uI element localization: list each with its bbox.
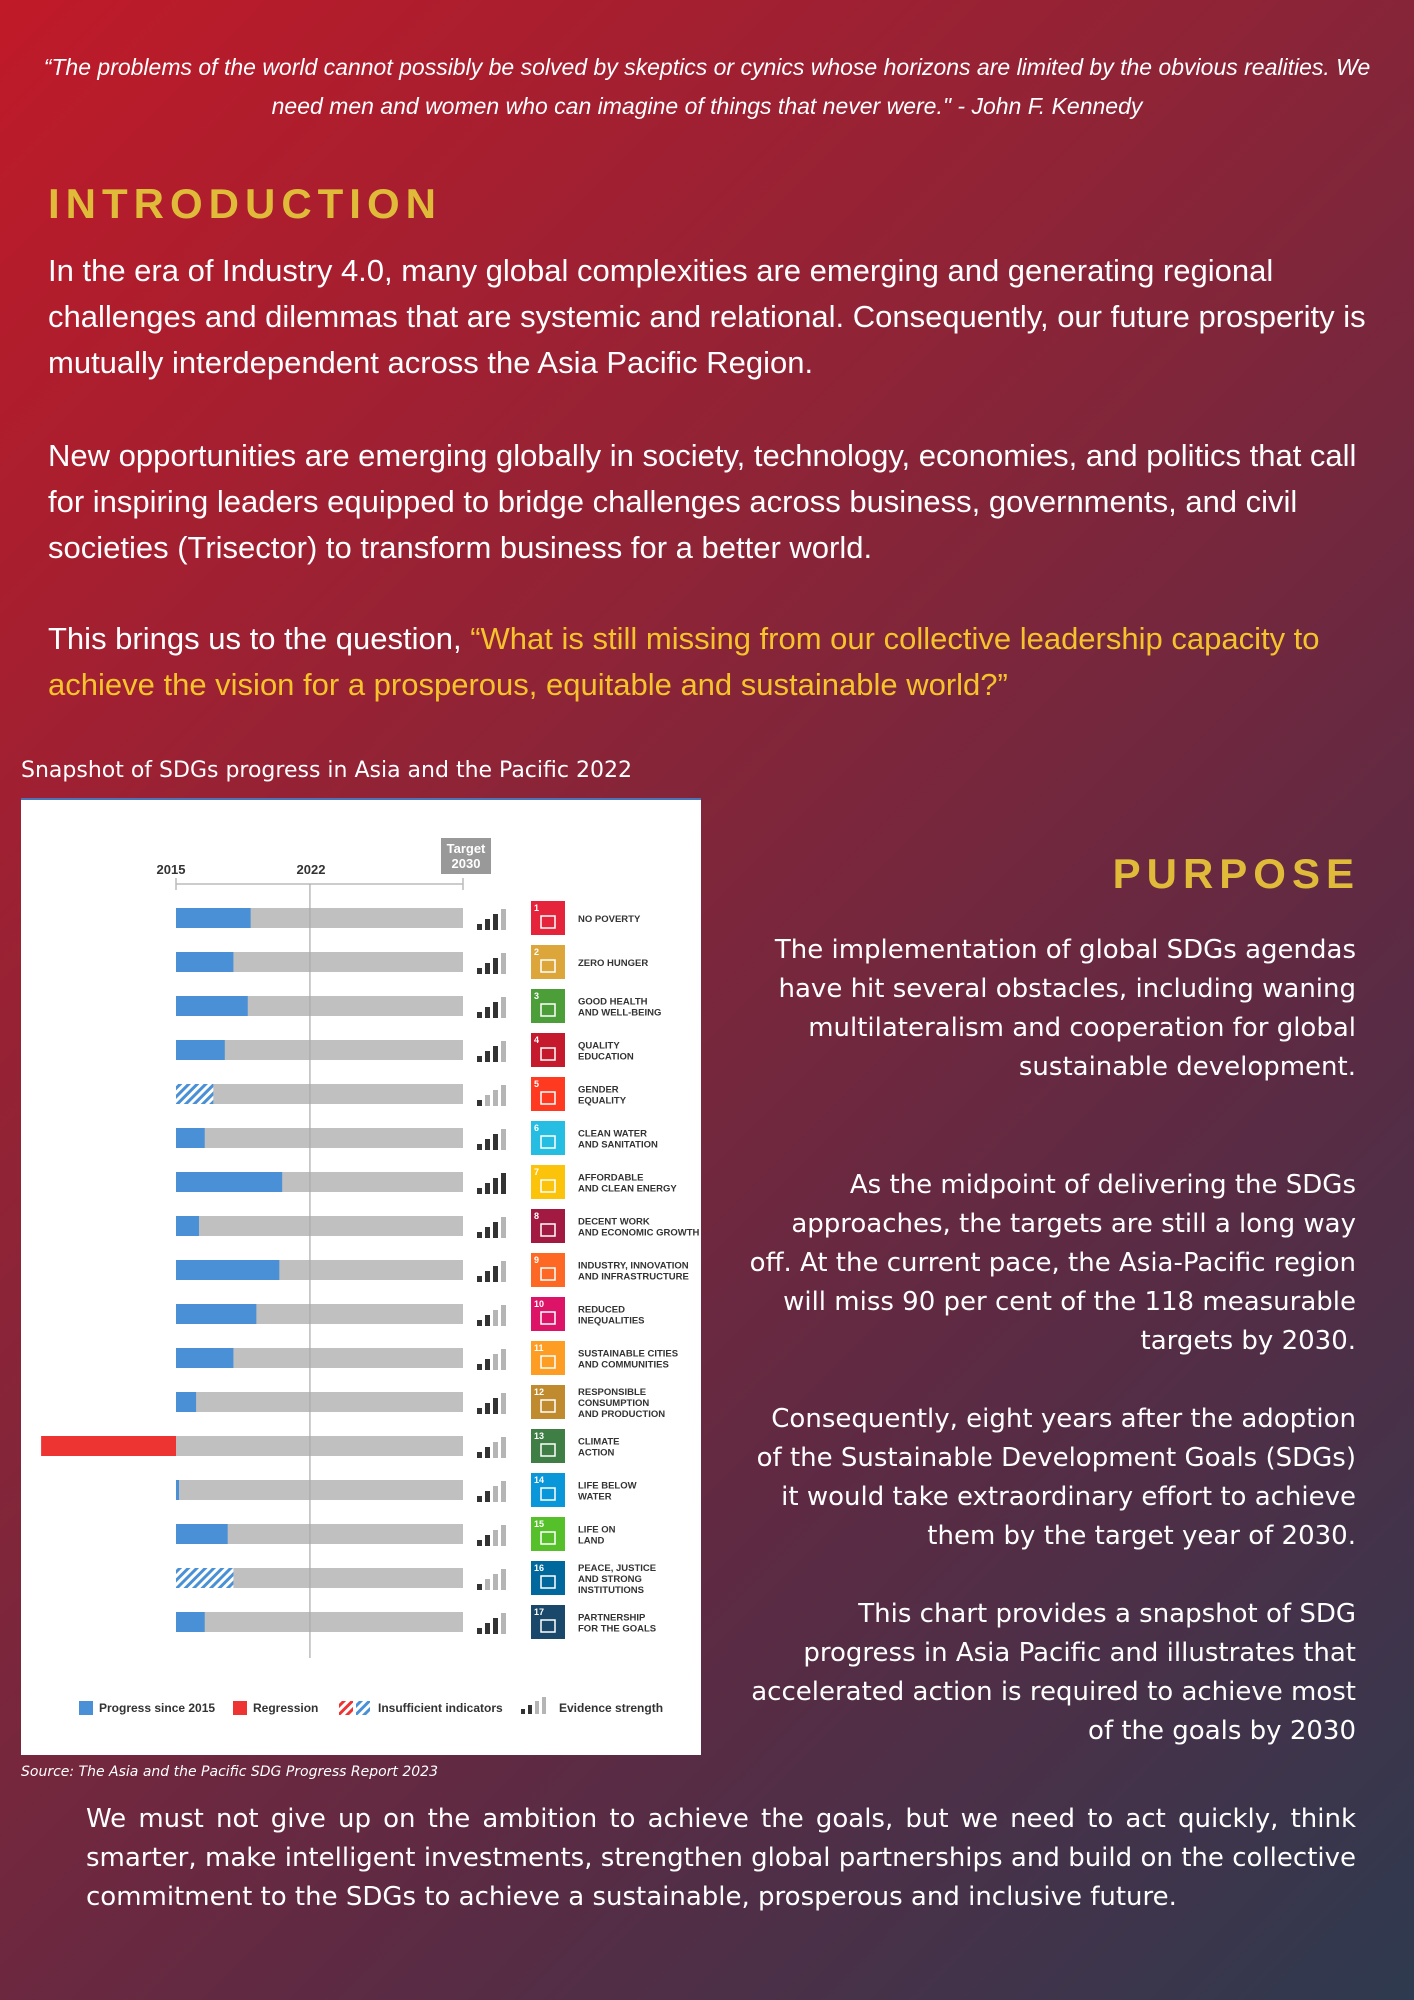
goal-label: AND COMMUNITIES	[578, 1359, 669, 1371]
legend-insufficient-red-swatch	[339, 1701, 353, 1715]
sdg-goal-number: 13	[534, 1431, 545, 1441]
sdg-progress-chart	[21, 798, 701, 1755]
evidence-bar	[501, 1481, 506, 1502]
goal-label: WATER	[578, 1491, 612, 1503]
evidence-bar	[485, 1403, 490, 1414]
goal-label: ZERO HUNGER	[578, 958, 649, 969]
intro-question-lead: This brings us to the question,	[48, 621, 471, 656]
legend-regression-swatch	[233, 1701, 247, 1715]
goal-bar-progress	[176, 1348, 233, 1368]
goal-label: NO POVERTY	[578, 914, 641, 925]
evidence-bar	[477, 924, 482, 930]
legend-evidence-bar	[542, 1697, 546, 1714]
legend-evidence-bar	[535, 1701, 539, 1714]
evidence-bar	[485, 1447, 490, 1458]
evidence-bar	[501, 1525, 506, 1546]
evidence-bar	[485, 1007, 490, 1018]
evidence-bar	[501, 1569, 506, 1590]
goal-label: GOOD HEALTH	[578, 996, 648, 1008]
chart-caption: Snapshot of SDGs progress in Asia and the Pacific 2022	[21, 758, 632, 783]
evidence-bar	[493, 1222, 498, 1238]
purpose-paragraph-4: This chart provides a snapshot of SDG progress in Asia Pacific and illustrates that accelerated action is required to achieve most of the goals by 2030	[751, 1599, 1356, 1746]
goal-bar-progress	[176, 1304, 256, 1324]
goal-label: INDUSTRY, INNOVATION	[578, 1260, 689, 1272]
evidence-bar	[493, 1486, 498, 1502]
goal-label: LIFE BELOW	[578, 1480, 637, 1492]
goal-label: ACTION	[578, 1447, 615, 1459]
closing-paragraph: We must not give up on the ambition to achieve the goals, but we need to act quickly, think smarter, make intelligent investments, strengthen global partnerships and build on the collective commitment to the SDGs to achieve a sustainable, prosperous and inclusive future.	[86, 1804, 1356, 1912]
evidence-bar	[493, 1442, 498, 1458]
goal-label: QUALITY	[578, 1040, 620, 1052]
evidence-bar	[493, 1002, 498, 1018]
evidence-bar	[485, 1315, 490, 1326]
evidence-bar	[485, 1183, 490, 1194]
sdg-goal-number: 9	[534, 1255, 540, 1265]
evidence-bar	[485, 1359, 490, 1370]
intro-paragraph-3	[48, 616, 1368, 708]
evidence-bar	[485, 1227, 490, 1238]
evidence-bar	[477, 1188, 482, 1194]
goal-label: AND STRONG	[578, 1574, 642, 1585]
goal-label: AND SANITATION	[578, 1139, 658, 1151]
goal-label: PEACE, JUSTICE	[578, 1563, 657, 1574]
introduction-heading: INTRODUCTION	[48, 180, 442, 227]
goal-label: AND CLEAN ENERGY	[578, 1183, 677, 1195]
axis-label-2022: 2022	[296, 862, 326, 877]
sdg-goal-number: 8	[534, 1211, 540, 1221]
purpose-paragraph-2: As the midpoint of delivering the SDGs approaches, the targets are still a long way off. At the current pace, the Asia-Pacific region will miss 90 per cent of the 118 measurable targets by 2030.	[749, 1170, 1356, 1356]
goal-bar-progress	[176, 1524, 228, 1544]
sdg-goal-number: 4	[534, 1035, 540, 1045]
goal-label: INSTITUTIONS	[578, 1585, 644, 1596]
evidence-bar	[501, 1129, 506, 1150]
evidence-bar	[501, 1041, 506, 1062]
sdg-goal-number: 12	[534, 1387, 545, 1397]
goal-bar-progress	[176, 1216, 199, 1236]
evidence-bar	[493, 914, 498, 930]
goal-bar-progress	[176, 1040, 225, 1060]
goal-label: DECENT WORK	[578, 1216, 650, 1228]
evidence-bar	[477, 1408, 482, 1414]
intro-question-highlight: “What is still missing from our collective leadership capacity to achieve the vision for a prosperous, equitable and sustainable world?”	[48, 621, 1320, 702]
goal-bar-remaining	[176, 1084, 463, 1104]
legend-evidence-bar	[528, 1705, 532, 1714]
evidence-bar	[477, 1012, 482, 1018]
goal-label: INEQUALITIES	[578, 1315, 645, 1327]
evidence-bar	[493, 1046, 498, 1062]
evidence-bar	[477, 1584, 482, 1590]
evidence-bar	[477, 1452, 482, 1458]
evidence-bar	[485, 1271, 490, 1282]
evidence-bar	[477, 1540, 482, 1546]
goal-label: AND PRODUCTION	[578, 1409, 666, 1420]
goal-label: SUSTAINABLE CITIES	[578, 1348, 679, 1360]
sdg-goal-number: 5	[534, 1079, 540, 1089]
evidence-bar	[485, 1579, 490, 1590]
goal-label: AND INFRASTRUCTURE	[578, 1271, 689, 1283]
goal-label: LIFE ON	[578, 1524, 616, 1536]
evidence-bar	[485, 1139, 490, 1150]
sdg-goal-number: 2	[534, 947, 540, 957]
evidence-bar	[501, 1085, 506, 1106]
goal-label: PARTNERSHIP	[578, 1612, 646, 1624]
goal-bar-remaining	[176, 1480, 463, 1500]
evidence-bar	[493, 1090, 498, 1106]
goal-bar-progress	[176, 1172, 282, 1192]
evidence-bar	[501, 1217, 506, 1238]
goal-bar-remaining	[176, 1392, 463, 1412]
goal-bar-remaining	[176, 1612, 463, 1632]
evidence-bar	[485, 1623, 490, 1634]
sdg-goal-number: 7	[534, 1167, 540, 1177]
evidence-bar	[501, 1393, 506, 1414]
goal-label: REDUCED	[578, 1304, 625, 1316]
target-label-line1: Target	[446, 841, 486, 856]
goal-label: GENDER	[578, 1084, 619, 1096]
goal-label: CLIMATE	[578, 1436, 620, 1448]
evidence-bar	[493, 1266, 498, 1282]
evidence-bar	[493, 1398, 498, 1414]
sdg-goal-number: 3	[534, 991, 540, 1001]
evidence-bar	[493, 1134, 498, 1150]
evidence-bar	[501, 953, 506, 974]
sdg-goal-number: 1	[534, 903, 540, 913]
evidence-bar	[477, 1100, 482, 1106]
goal-label: LAND	[578, 1535, 605, 1547]
goal-label: FOR THE GOALS	[578, 1623, 657, 1635]
evidence-bar	[493, 958, 498, 974]
evidence-bar	[477, 1144, 482, 1150]
goal-bar-progress	[176, 952, 233, 972]
purpose-paragraph-3: Consequently, eight years after the adoption of the Sustainable Development Goals (SDGs) it would take extraordinary effort to achieve them by the target year of 2030.	[756, 1404, 1356, 1551]
evidence-bar	[493, 1530, 498, 1546]
evidence-bar	[477, 1276, 482, 1282]
sdg-goal-number: 11	[534, 1343, 544, 1353]
sdg-chart-svg	[21, 800, 701, 1753]
evidence-bar	[485, 1535, 490, 1546]
evidence-bar	[485, 963, 490, 974]
intro-paragraph-2: New opportunities are emerging globally in society, technology, economies, and politics that call for inspiring leaders equipped to bridge challenges across business, governments, and civil societies (Trisector) to transform business for a better world.	[48, 438, 1357, 565]
goal-label: RESPONSIBLE	[578, 1387, 647, 1398]
evidence-bar	[485, 1491, 490, 1502]
goal-bar-progress	[176, 1260, 279, 1280]
goal-bar-progress	[176, 1084, 213, 1104]
goal-bar-remaining	[176, 1128, 463, 1148]
purpose-paragraph-1: The implementation of global SDGs agendas have hit several obstacles, including waning multilateralism and cooperation for global sustainable development.	[774, 935, 1356, 1082]
goal-bar-progress	[176, 996, 248, 1016]
sdg-goal-number: 16	[534, 1563, 545, 1573]
goal-label: AND ECONOMIC GROWTH	[578, 1227, 700, 1239]
evidence-bar	[501, 1613, 506, 1634]
sdg-goal-number: 15	[534, 1519, 545, 1529]
goal-label: AFFORDABLE	[578, 1172, 644, 1184]
sdg-goal-number: 6	[534, 1123, 540, 1133]
goal-bar-remaining	[176, 1436, 463, 1456]
goal-bar-progress	[176, 1480, 179, 1500]
target-label-line2: 2030	[451, 856, 481, 871]
goal-bar-progress	[176, 1612, 205, 1632]
evidence-bar	[477, 1232, 482, 1238]
evidence-bar	[501, 1437, 506, 1458]
evidence-bar	[485, 1095, 490, 1106]
legend-insufficient-blue-swatch	[356, 1701, 370, 1715]
sdg-chart-root	[41, 838, 699, 1715]
intro-paragraph-1: In the era of Industry 4.0, many global complexities are emerging and generating regional challenges and dilemmas that are systemic and relational. Consequently, our future prosperity is mutually interdependent across the Asia Pacific Region.	[48, 253, 1366, 380]
evidence-bar	[493, 1178, 498, 1194]
evidence-bar	[501, 909, 506, 930]
legend-evidence-bar	[521, 1709, 525, 1714]
evidence-bar	[493, 1574, 498, 1590]
goal-label: EDUCATION	[578, 1051, 634, 1063]
evidence-bar	[477, 1364, 482, 1370]
legend-progress-swatch	[79, 1701, 93, 1715]
evidence-bar	[477, 1496, 482, 1502]
goal-label: EQUALITY	[578, 1095, 627, 1107]
legend-evidence-label: Evidence strength	[559, 1701, 664, 1715]
goal-bar-progress	[176, 1128, 205, 1148]
goal-label: AND WELL-BEING	[578, 1007, 662, 1019]
sdg-goal-number: 17	[534, 1607, 545, 1617]
goal-label: CONSUMPTION	[578, 1398, 650, 1409]
evidence-bar	[493, 1618, 498, 1634]
evidence-bar	[477, 1628, 482, 1634]
evidence-bar	[477, 1320, 482, 1326]
evidence-bar	[501, 997, 506, 1018]
evidence-bar	[501, 1305, 506, 1326]
legend-regression-label: Regression	[253, 1701, 319, 1715]
axis-label-2015: 2015	[156, 862, 186, 877]
goal-bar-remaining	[176, 1216, 463, 1236]
evidence-bar	[501, 1261, 506, 1282]
legend-progress-label: Progress since 2015	[99, 1701, 216, 1715]
legend-insufficient-label: Insufficient indicators	[378, 1701, 503, 1715]
evidence-bar	[485, 1051, 490, 1062]
goal-bar-progress	[176, 1392, 196, 1412]
evidence-bar	[493, 1310, 498, 1326]
kennedy-quote: “The problems of the world cannot possibly be solved by skeptics or cynics whose horizons are limited by the obvious realities. We need men and women who can imagine of things that never were." - John F. Kennedy	[43, 54, 1371, 119]
purpose-heading: PURPOSE	[1112, 850, 1360, 897]
chart-source: Source: The Asia and the Pacific SDG Progress Report 2023	[21, 1764, 438, 1780]
evidence-bar	[493, 1354, 498, 1370]
goal-label: CLEAN WATER	[578, 1128, 647, 1140]
evidence-bar	[501, 1173, 506, 1194]
evidence-bar	[501, 1349, 506, 1370]
evidence-bar	[477, 1056, 482, 1062]
evidence-bar	[477, 968, 482, 974]
sdg-goal-number: 14	[534, 1475, 545, 1485]
goal-bar-regression	[41, 1436, 176, 1456]
sdg-goal-number: 10	[534, 1299, 545, 1309]
goal-bar-progress	[176, 1568, 233, 1588]
goal-bar-progress	[176, 908, 251, 928]
evidence-bar	[485, 919, 490, 930]
